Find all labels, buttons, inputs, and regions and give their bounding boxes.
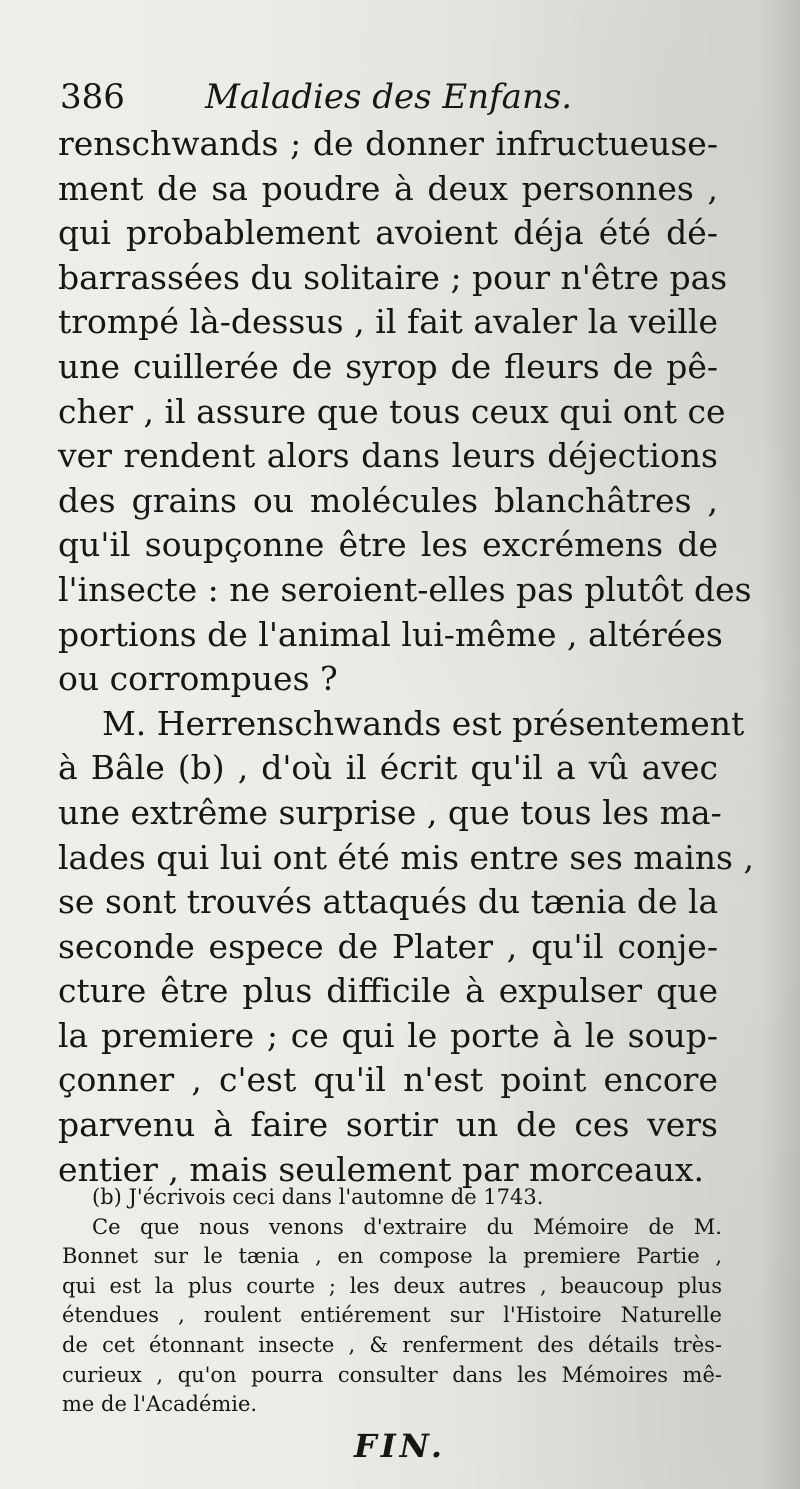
text-line: trompé là-dessus , il fait avaler la veille <box>58 302 718 342</box>
text-line: parvenu à faire sortir un de ces vers <box>58 1105 718 1145</box>
page-header <box>60 72 740 122</box>
text-line: qui probablement avoient déja été dé- <box>58 213 718 253</box>
text-line: lades qui lui ont été mis entre ses mains , <box>58 837 754 877</box>
footnotes <box>62 1183 722 1420</box>
text-line: qu'il soupçonne être les excrémens de <box>58 525 718 565</box>
footnote-line: Bonnet sur le tænia , en compose la premiere Partie , <box>62 1244 722 1269</box>
text-line: cture être plus difficile à expulser que <box>58 971 718 1011</box>
footnote-line: qui est la plus courte ; les deux autres , beaucoup plus <box>62 1273 722 1298</box>
text-line: ver rendent alors dans leurs déjections <box>58 436 718 476</box>
paragraph-end-line: ou corrompues ? <box>58 659 338 699</box>
main-text <box>58 122 754 1192</box>
footnote-line: curieux , qu'on pourra consulter dans les Mémoires mê- <box>62 1362 722 1387</box>
text-line: l'insecte : ne seroient-elles pas plutôt des <box>58 569 752 609</box>
footnote-line: de cet étonnant insecte , & renferment des détails très- <box>62 1332 722 1357</box>
paragraph-end-line: entier , mais seulement par morceaux. <box>58 1149 704 1189</box>
footnote-line: me de l'Académie. <box>62 1392 258 1417</box>
text-line: à Bâle (b) , d'où il écrit qu'il a vû avec <box>58 748 718 788</box>
footnote-line: Ce que nous venons d'extraire du Mémoire de M. <box>92 1214 722 1239</box>
text-line: çonner , c'est qu'il n'est point encore <box>58 1060 718 1100</box>
text-line: cher , il assure que tous ceux qui ont ce <box>58 391 726 431</box>
text-line: une cuillerée de syrop de fleurs de pê- <box>58 346 718 386</box>
text-line: une extrême surprise , que tous les ma- <box>58 792 722 832</box>
footnote-b: (b) J'écrivois ceci dans l'automne de 1743. <box>92 1185 544 1209</box>
paragraph-start-line: M. Herrenschwands est présentement <box>102 703 745 743</box>
page-number: 386 <box>60 77 125 117</box>
text-line: ment de sa poudre à deux personnes , <box>58 168 718 208</box>
text-line: renschwands ; de donner infructueuse- <box>58 124 718 163</box>
text-line: se sont trouvés attaqués du tænia de la <box>58 882 719 922</box>
text-line: la premiere ; ce qui le porte à le soup- <box>58 1015 718 1055</box>
text-line: portions de l'animal lui-même , altérées <box>58 614 723 654</box>
text-line: des grains ou molécules blanchâtres , <box>58 480 718 520</box>
page-gutter-shadow <box>760 0 800 1489</box>
text-line: barrassées du solitaire ; pour n'être pas <box>58 257 728 297</box>
fin-mark: FIN. <box>353 1427 447 1465</box>
running-title: Maladies des Enfans. <box>205 77 573 117</box>
text-line: seconde espece de Plater , qu'il conje- <box>58 926 718 966</box>
footnote-line: étendues , roulent entiérement sur l'Histoire Naturelle <box>62 1303 722 1328</box>
